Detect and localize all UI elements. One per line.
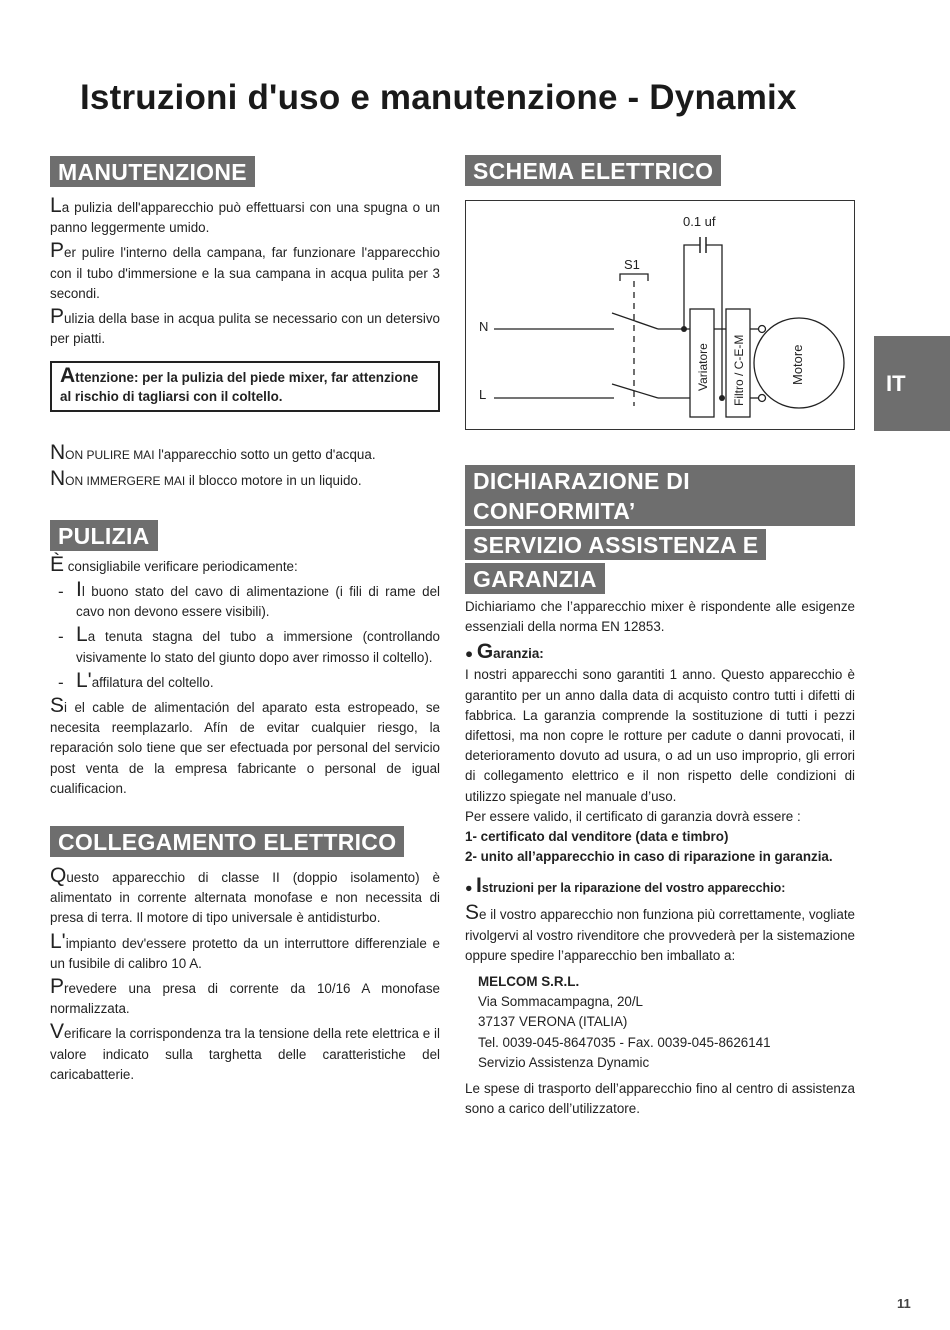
section-heading-pulizia: PULIZIA xyxy=(50,520,158,551)
filtro-label: Filtro / C-E-M xyxy=(732,334,746,406)
wiring-diagram-svg xyxy=(466,201,854,429)
list-item: - L'affilatura del coltello. xyxy=(58,668,214,692)
address-city: 37137 VERONA (ITALIA) xyxy=(478,1014,628,1030)
section-heading-schema: SCHEMA ELETTRICO xyxy=(465,155,721,186)
service-address xyxy=(465,972,855,1073)
page-number: 11 xyxy=(897,1296,911,1311)
list-item: - La tenuta stagna del tubo a immersione (controllando visivamente lo stato del giunto dopo aver rimosso il coltello). xyxy=(58,623,440,665)
warning-no-water-jet: NON PULIRE MAI l'apparecchio sotto un getto d'acqua. xyxy=(50,441,376,465)
address-phone: Tel. 0039-045-8647035 - Fax. 0039-045-8626141 xyxy=(478,1034,771,1050)
schema-heading-wrap xyxy=(465,155,855,186)
line-label: L xyxy=(479,387,487,402)
right-column xyxy=(465,465,855,1119)
switch-label: S1 xyxy=(624,257,640,272)
section-heading-garanzia: GARANZIA xyxy=(465,563,605,594)
collegamento-paragraph-4: Verificare la corrispondenza tra la tensione della rete elettrica e il valore indicato sulla targhetta delle caratteristiche del caricabatterie. xyxy=(50,1020,440,1082)
garanzia-label: ● Garanzia: xyxy=(465,640,544,664)
shipping-cost-note: Le spese di trasporto dell’apparecchio fino al centro di assistenza sono a carico dell’utilizzatore. xyxy=(465,1081,855,1117)
garanzia-text: I nostri apparecchi sono garantiti 1 anno. Questo apparecchio è garantito per un anno dalla data di acquisto contro tutti i difetti di fabbrica. La garanzia comprende la sostituzione di tutti i pezzi difettosi, ma non copre le rotture per cadute o danni provocati, il deterioramento dovuto ad usura, o ad un uso improprio, gli errori di collegamento elettrico e il non rispetto delle condizioni di utilizzo spiegate nel manuale d’uso. xyxy=(465,667,855,804)
istruzioni-label: ● Istruzioni per la riparazione del vostro apparecchio: xyxy=(465,874,786,898)
manutenzione-paragraph-1: La pulizia dell'apparecchio può effettuarsi con una spugna o un panno leggermente umido. xyxy=(50,194,440,236)
address-street: Via Sommacampagna, 20/L xyxy=(478,994,644,1010)
section-heading-servizio: SERVIZIO ASSISTENZA E xyxy=(465,529,766,560)
variatore-label: Variatore xyxy=(696,343,710,391)
garanzia-validity: Per essere valido, il certificato di garanzia dovrà essere : xyxy=(465,808,801,824)
collegamento-paragraph-2: L'impianto dev'essere protetto da un interruttore differenziale e un fusibile di calibro 10 A. xyxy=(50,929,440,971)
address-service: Servizio Assistenza Dynamic xyxy=(478,1054,650,1070)
manutenzione-paragraph-3: Pulizia della base in acqua pulita se necessario con un detersivo per piatti. xyxy=(50,305,440,347)
section-heading-manutenzione: MANUTENZIONE xyxy=(50,156,255,187)
neutral-label: N xyxy=(479,319,489,334)
garanzia-condition-1: 1- certificato dal venditore (data e timbro) xyxy=(465,829,729,845)
pulizia-check-list xyxy=(58,578,440,693)
garanzia-condition-2: 2- unito all’apparecchio in caso di riparazione in garanzia. xyxy=(465,849,833,865)
page-title: Istruzioni d'uso e manutenzione - Dynamix xyxy=(80,78,797,117)
motore-label: Motore xyxy=(790,344,805,385)
company-name: MELCOM S.R.L. xyxy=(478,974,580,990)
list-item: - Il buono stato del cavo di alimentazione (i fili di rame del cavo non devono essere visibili). xyxy=(58,578,440,620)
capacitor-label: 0.1 uf xyxy=(683,214,716,229)
section-heading-collegamento: COLLEGAMENTO ELETTRICO xyxy=(50,826,404,857)
pulizia-intro: È consigliabile verificare periodicamente: xyxy=(50,552,298,576)
dichiarazione-heading xyxy=(465,465,855,594)
warning-no-immersion: NON IMMERGERE MAI il blocco motore in un liquido. xyxy=(50,466,362,490)
collegamento-paragraph-1: Questo apparecchio di classe II (doppio isolamento) è alimentato in corrente alternata monofase e non necessita di presa di terra. Il motore di tipo universale è antidisturbo. xyxy=(50,864,440,926)
manutenzione-paragraph-2: Per pulire l'interno della campana, far funzionare l'apparecchio con il tubo d'immersione e la sua campana in acqua pulita per 3 secondi. xyxy=(50,239,440,301)
wiring-diagram xyxy=(465,200,855,430)
riparazione-text: Se il vostro apparecchio non funziona più correttamente, vogliate rivolgervi al vostro rivenditore che provvederà per la sistemazione oppure spedire l’apparecchio ben imballato a: xyxy=(465,901,855,963)
left-column xyxy=(50,156,440,1090)
section-heading-dichiarazione: DICHIARAZIONE DI CONFORMITA’ xyxy=(465,465,855,526)
conformity-statement: Dichiariamo che l’apparecchio mixer è rispondente alle esigenze essenziali della norma EN 12853. xyxy=(465,599,855,635)
language-tab: IT xyxy=(874,336,950,431)
pulizia-spanish-note: Si el cable de alimentación del aparato esta estropeado, se necesita reemplazarlo. Afín de evitar cualquier riesgo, la reparación solo tiene que ser efectuada por personal del servicio post venta de la empresa fabricante o personal de igual cualificacion. xyxy=(50,694,440,796)
warning-box: Attenzione: per la pulizia del piede mixer, far attenzione al rischio di tagliarsi con il coltello. xyxy=(50,361,440,412)
collegamento-paragraph-3: Prevedere una presa di corrente da 10/16 A monofase normalizzata. xyxy=(50,975,440,1017)
